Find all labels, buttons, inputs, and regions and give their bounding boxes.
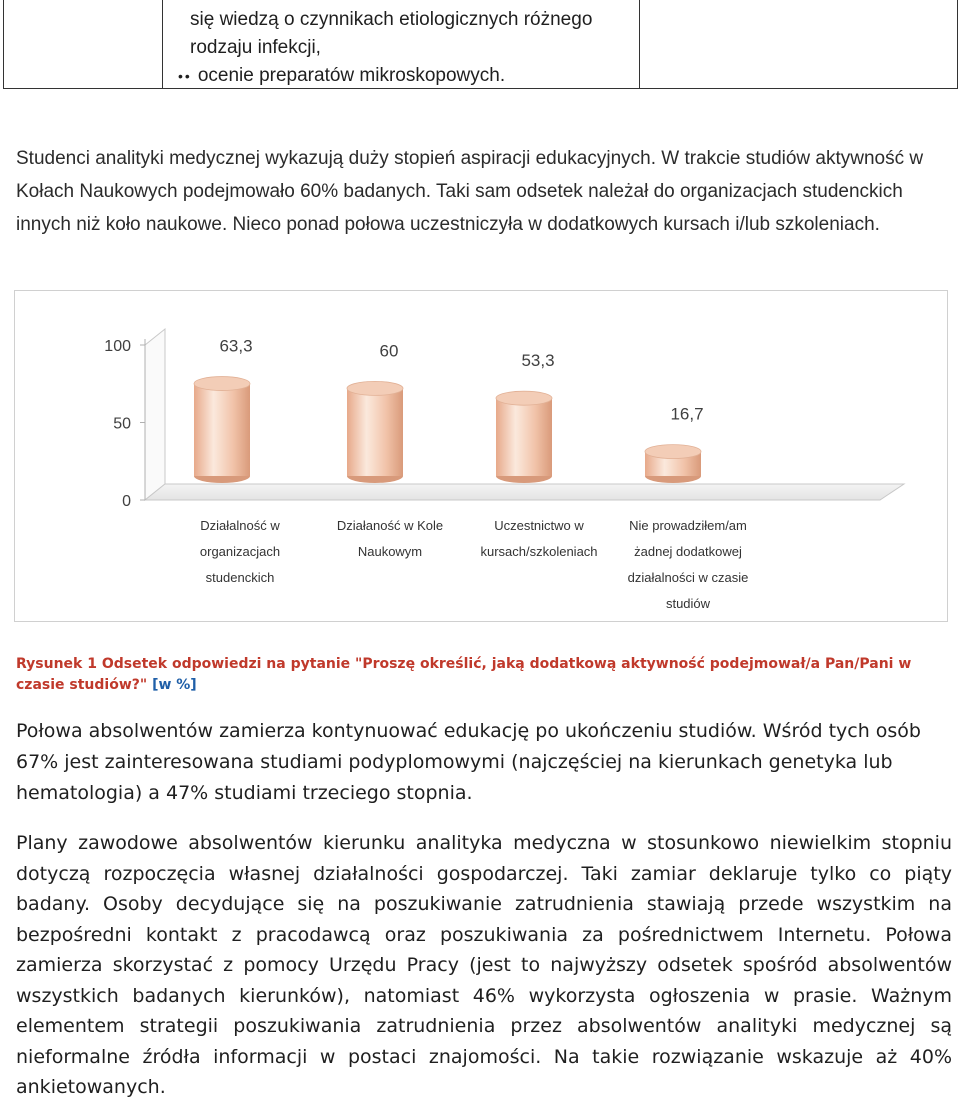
category-label: kursach/szkoleniach [480, 544, 598, 559]
category-label: Działaność w Kole [336, 518, 444, 533]
bar-top [347, 381, 403, 395]
caption-text: Rysunek 1 Odsetek odpowiedzi na pytanie "Proszę określić, jaką dodatkową aktywność podejmował/a Pan/Pani w czasie studiów?" [16, 656, 912, 693]
category-label: działalności w czasie [627, 570, 749, 585]
category-label: organizacjach [199, 544, 281, 559]
bar-top [645, 445, 701, 459]
bullet-item-text: ocenie preparatów mikroskopowych. [197, 65, 506, 86]
caption-unit: [w %] [152, 677, 197, 693]
data-label: 53,3 [521, 351, 555, 371]
chart-floor [145, 484, 904, 500]
category-label: Naukowym [357, 544, 423, 559]
paragraph-education-plans: Połowa absolwentów zamierza kontynuować edukację po ukończeniu studiów. Wśród tych osób 67% jest zainteresowana studiami podyplomowymi (najczęściej na kierunkach genetyka lub hematologia) a 47% studiami trzeciego stopnia. [16, 720, 921, 804]
paragraph-career-plans-text: Plany zawodowe absolwentów kierunku analityka medyczna w stosunkowo niewielkim stopniu dotyczą rozpoczęcia własnej działalności gospodarczej. Taki zamiar deklaruje tylko co piąty badany. Osoby decydujące się na poszukiwanie zatrudnienia stawiają przede wszystkim na bezpośredni kontakt z pracodawcą oraz poszukiwania za pośrednictwem Internetu. Połowa zamierza skorzystać z pomocy Urzędu Pracy (jest to najwyższy odsetek spośród absolwentów wszystkich badanych kierunków), natomiast 46% wykorzysta ogłoszenia w prasie. Ważnym elementem strategii poszukiwania zatrudnienia przez absolwentów analityki medycznej są nieformalne źródła informacji w postaci znajomości. Na takie rozwiązanie wskazuje aż 40% ankietowanych. [16, 832, 952, 1098]
bar-body [347, 388, 403, 476]
bar-body [194, 384, 250, 476]
paragraph-career-plans [16, 828, 952, 1103]
table-column-left [4, 0, 163, 88]
table-cell-line: rodzaju infekcji, [190, 37, 321, 58]
y-tick-label: 0 [122, 493, 131, 510]
bar-body [496, 398, 552, 476]
bar-top [194, 377, 250, 391]
category-label: Nie prowadziłem/am [629, 518, 747, 533]
category-label: studenckich [205, 570, 275, 585]
category-label: żadnej dodatkowej [634, 544, 742, 559]
bullet-item [178, 62, 630, 90]
table-cell-line: się wiedzą o czynnikach etiologicznych różnego [190, 9, 593, 30]
category-label: Działalność w [200, 518, 280, 533]
bar-chart [14, 290, 948, 622]
category-label: Uczestnictwo w [494, 518, 584, 533]
data-label: 60 [379, 341, 399, 361]
y-tick-label: 100 [104, 338, 131, 355]
y-tick-label: 50 [113, 415, 131, 433]
data-label: 63,3 [219, 336, 253, 356]
bullet-icon: •• [178, 68, 192, 84]
figure-caption [16, 654, 956, 696]
data-label: 16,7 [670, 404, 704, 424]
bar-top [496, 391, 552, 405]
chart-side-wall [145, 329, 165, 500]
table-column-right [639, 0, 958, 88]
category-label: studiów [665, 596, 711, 611]
paragraph-aspirations: Studenci analityki medycznej wykazują duży stopień aspiracji edukacyjnych. W trakcie studiów aktywność w Kołach Naukowych podejmowało 60% badanych. Taki sam odsetek należał do organizacjach studenckich innych niż koło naukowe. Nieco ponad połowa uczestniczyła w dodatkowych kursach i/lub szkoleniach. [16, 148, 924, 235]
table-cell-text [178, 6, 630, 90]
